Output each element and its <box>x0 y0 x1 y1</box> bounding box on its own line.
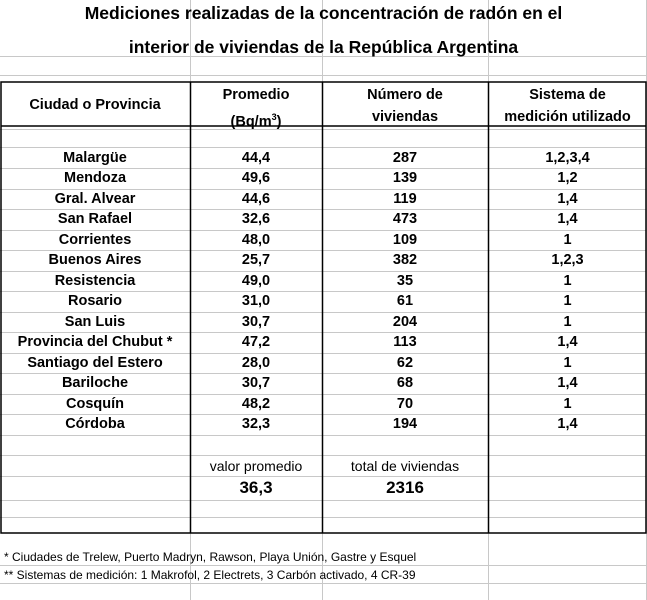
header-average-unit-exponent: 3 <box>271 112 277 122</box>
header-system <box>488 84 647 128</box>
table-cell-system: 1,4 <box>557 416 578 432</box>
table-cell-city: Resistencia <box>54 273 136 289</box>
table-cell-number: 61 <box>396 293 414 309</box>
table-cell-city: Bariloche <box>61 375 129 391</box>
header-system-line1: Sistema de <box>529 87 606 103</box>
table-cell-average: 47,2 <box>241 334 271 350</box>
table-cell-number: 35 <box>396 273 414 289</box>
table-cell-system: 1 <box>563 273 572 289</box>
table-cell-average: 25,7 <box>241 252 271 268</box>
table-cell-city: Provincia del Chubut * <box>17 334 173 350</box>
header-average-unit-close: ) <box>276 113 282 130</box>
table-row <box>0 353 647 373</box>
table-row <box>0 373 647 393</box>
header-average-unit: (Bq/m <box>230 113 272 130</box>
table-cell-number: 287 <box>392 150 418 166</box>
header-average-line1: Promedio <box>222 87 290 103</box>
table-row <box>0 168 647 188</box>
table-cell-city: San Luis <box>64 314 126 330</box>
header-average-line2 <box>190 106 322 133</box>
summary-average-value: 36,3 <box>239 478 273 497</box>
summary-total-label: total de viviendas <box>350 458 460 474</box>
table-cell-city: Mendoza <box>63 170 127 186</box>
table-cell-city: San Rafael <box>57 211 133 227</box>
table-cell-average: 32,3 <box>241 416 271 432</box>
table-cell-number: 382 <box>392 252 418 268</box>
table-cell-average: 49,6 <box>241 170 271 186</box>
table-row <box>0 414 647 434</box>
table-cell-system: 1 <box>563 314 572 330</box>
table-cell-system: 1,4 <box>557 191 578 207</box>
table-cell-average: 48,2 <box>241 396 271 412</box>
title-line-1: Mediciones realizadas de la concentración de radón en el <box>84 3 563 23</box>
table-cell-number: 70 <box>396 396 414 412</box>
footnote-systems: ** Sistemas de medición: 1 Makrofol, 2 Electrets, 3 Carbón activado, 4 CR-39 <box>4 568 416 582</box>
table-cell-system: 1,4 <box>557 211 578 227</box>
summary-value-row <box>0 478 647 498</box>
table-row <box>0 250 647 270</box>
table-row <box>0 394 647 414</box>
table-cell-number: 473 <box>392 211 418 227</box>
table-row <box>0 209 647 229</box>
table-cell-city: Malargüe <box>63 150 127 166</box>
title-line-2: interior de viviendas de la República Argentina <box>128 37 519 57</box>
table-cell-system: 1,2,3 <box>551 252 584 268</box>
table-row <box>0 312 647 332</box>
header-number <box>322 84 488 128</box>
table-cell-average: 30,7 <box>241 375 271 391</box>
table-cell-system: 1,2 <box>557 170 578 186</box>
summary-average-label: valor promedio <box>209 458 303 474</box>
table-cell-city: Buenos Aires <box>48 252 142 268</box>
table-cell-average: 48,0 <box>241 232 271 248</box>
table-row <box>0 332 647 352</box>
table-cell-average: 32,6 <box>241 211 271 227</box>
table-row <box>0 189 647 209</box>
table-cell-average: 28,0 <box>241 355 271 371</box>
table-cell-number: 62 <box>396 355 414 371</box>
table-cell-city: Santiago del Estero <box>27 355 163 371</box>
table-cell-average: 44,4 <box>241 150 271 166</box>
summary-label-row <box>0 456 647 476</box>
table-cell-system: 1 <box>563 232 572 248</box>
table-cell-system: 1,4 <box>557 334 578 350</box>
table-cell-number: 113 <box>393 334 417 350</box>
table-row <box>0 148 647 168</box>
table-cell-system: 1,4 <box>557 375 578 391</box>
table-cell-number: 109 <box>392 232 418 248</box>
table-cell-city: Corrientes <box>58 232 132 248</box>
table-cell-city: Rosario <box>68 293 122 309</box>
table-cell-system: 1 <box>563 355 572 371</box>
table-cell-number: 68 <box>396 375 414 391</box>
footnote-cities: * Ciudades de Trelew, Puerto Madryn, Rawson, Playa Unión, Gastre y Esquel <box>4 550 417 564</box>
table-row <box>0 271 647 291</box>
table-cell-system: 1 <box>563 293 572 309</box>
table-cell-average: 49,0 <box>241 273 271 289</box>
table-cell-number: 194 <box>392 416 418 432</box>
table-row <box>0 230 647 250</box>
header-number-line2: viviendas <box>371 109 439 125</box>
table-cell-average: 30,7 <box>241 314 271 330</box>
summary-total-value: 2316 <box>386 478 424 497</box>
table-cell-number: 139 <box>392 170 418 186</box>
header-system-line2: medición utilizado <box>504 109 631 125</box>
table-cell-city: Cosquín <box>66 396 124 412</box>
table-cell-number: 204 <box>392 314 418 330</box>
table-row <box>0 291 647 311</box>
header-average <box>190 84 322 133</box>
table-cell-system: 1,2,3,4 <box>545 150 590 166</box>
header-city: Ciudad o Provincia <box>29 97 161 113</box>
table-cell-city: Córdoba <box>65 416 125 432</box>
header-number-line1: Número de <box>367 87 443 103</box>
table-cell-number: 119 <box>393 191 417 207</box>
table-cell-average: 31,0 <box>241 293 271 309</box>
table-cell-city: Gral. Alvear <box>54 191 136 207</box>
table-cell-system: 1 <box>563 396 572 412</box>
table-cell-average: 44,6 <box>241 191 271 207</box>
